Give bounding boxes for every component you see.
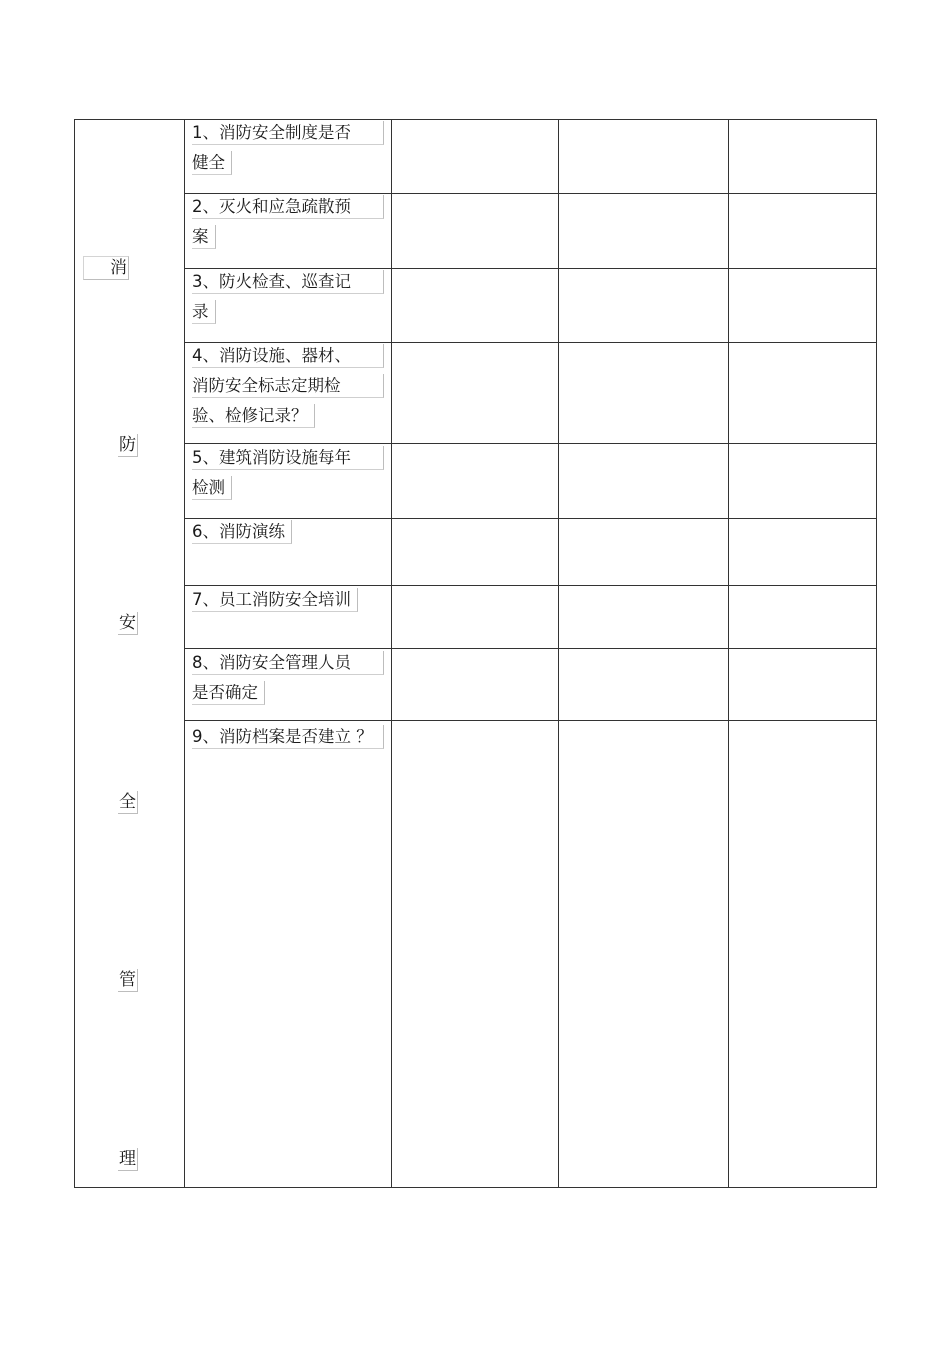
item-text-line: 录: [192, 300, 216, 324]
row-divider-8: [184, 720, 877, 721]
item-text-line: 案: [192, 225, 216, 249]
row-divider-6: [184, 585, 877, 586]
row-divider-7: [184, 648, 877, 649]
row-divider-3: [184, 342, 877, 343]
table-row-item-2: [192, 195, 384, 255]
item-text-line: 4、消防设施、器材、: [192, 344, 384, 368]
item-text-line: 健全: [192, 151, 232, 175]
table-row-item-6: [192, 520, 292, 550]
table-row-item-7: [192, 588, 358, 618]
column-divider-third: [558, 119, 559, 1188]
item-text-line: 5、建筑消防设施每年: [192, 446, 384, 470]
column-divider-fourth: [728, 119, 729, 1188]
item-text-line: 7、员工消防安全培训: [192, 588, 358, 612]
row-divider-1: [184, 193, 877, 194]
row-divider-4: [184, 443, 877, 444]
table-row-item-4: [192, 344, 384, 434]
row-divider-2: [184, 268, 877, 269]
category-char: 管: [119, 970, 136, 990]
table-row-item-8: [192, 651, 384, 711]
item-text-line: 2、灭火和应急疏散预: [192, 195, 384, 219]
item-text-line: 检测: [192, 476, 232, 500]
item-text-line: 消防安全标志定期检: [192, 374, 384, 398]
column-divider-item: [391, 119, 392, 1188]
table-row-item-3: [192, 270, 384, 330]
category-char: 安: [119, 613, 136, 633]
item-text-line: 验、检修记录？: [192, 404, 315, 428]
table-row-item-5: [192, 446, 384, 506]
item-text-line: 9、消防档案是否建立 ？: [192, 725, 384, 749]
table-row-item-1: [192, 121, 384, 181]
item-text-line: 3、防火检查、巡查记: [192, 270, 384, 294]
column-divider-category: [184, 119, 185, 1188]
item-text-line: 6、消防演练: [192, 520, 292, 544]
item-text-line: 1、消防安全制度是否: [192, 121, 384, 145]
table-row-item-9: [192, 725, 384, 755]
row-divider-5: [184, 518, 877, 519]
category-char: 防: [119, 435, 136, 455]
category-char: 消: [83, 256, 129, 280]
category-char: 全: [119, 792, 136, 812]
category-char: 理: [119, 1149, 136, 1169]
item-text-line: 8、消防安全管理人员: [192, 651, 384, 675]
item-text-line: 是否确定: [192, 681, 265, 705]
